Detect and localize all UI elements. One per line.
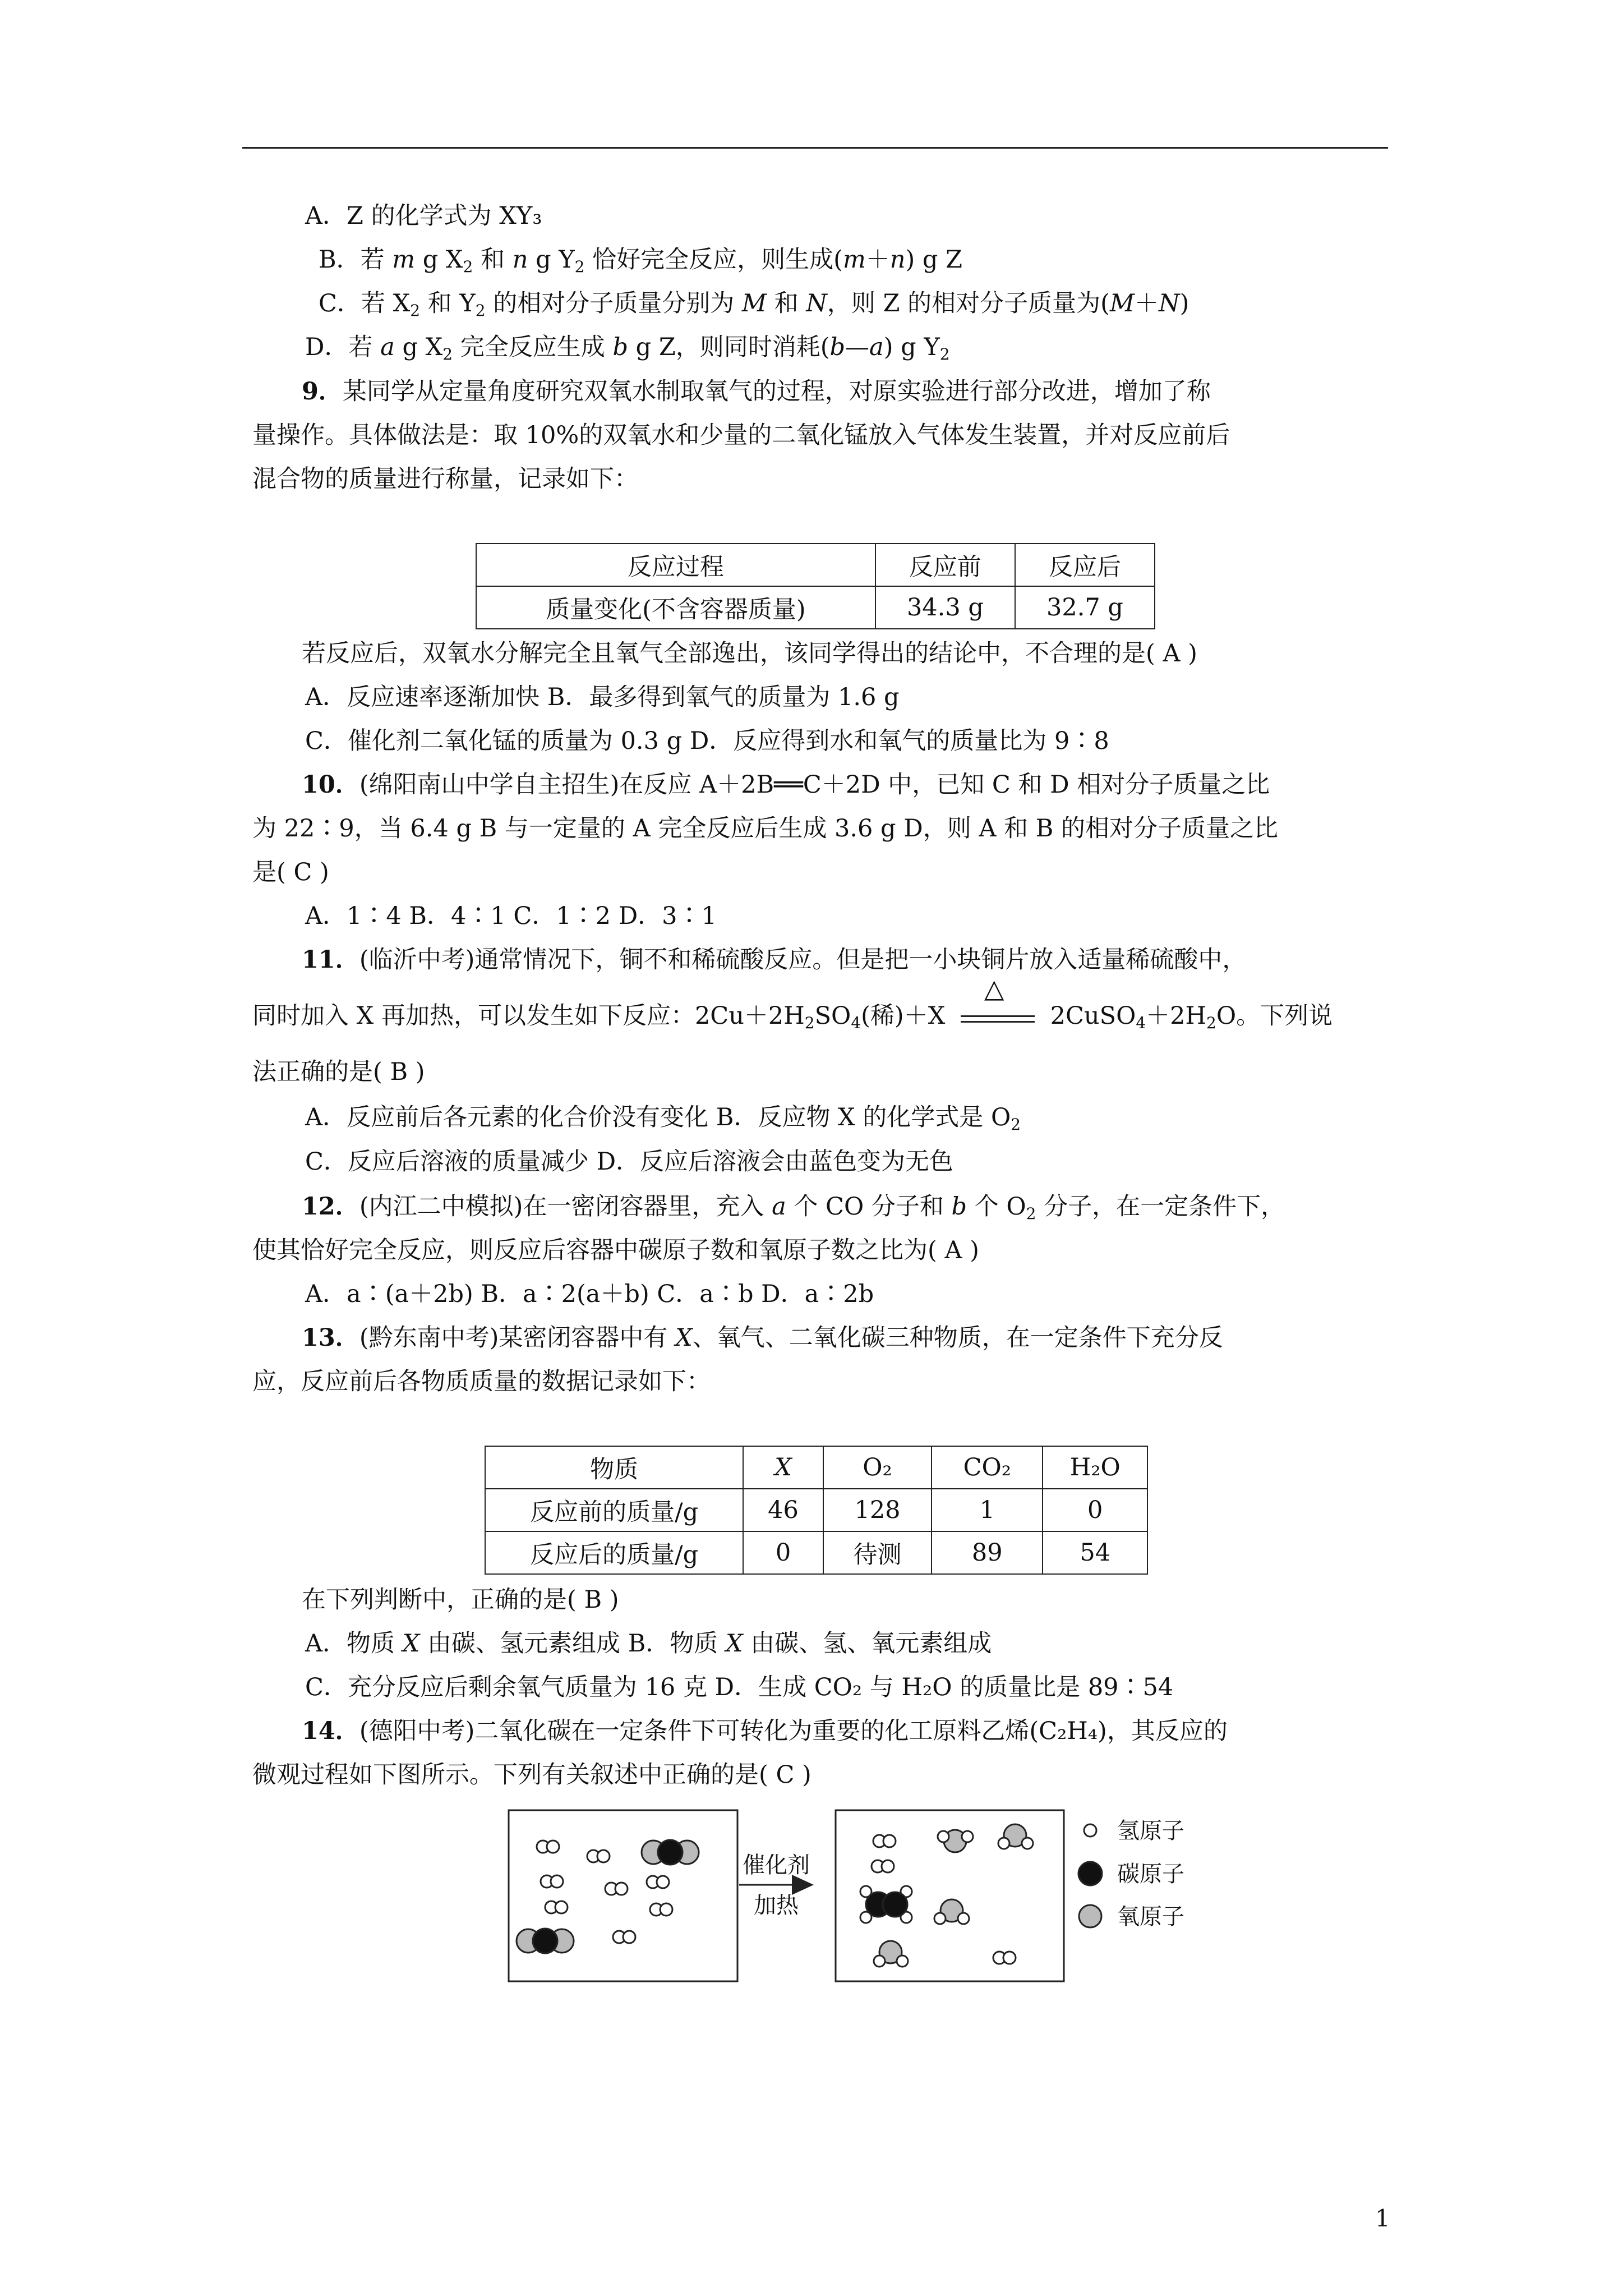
q13-table: [485, 1446, 1148, 1575]
heat-delta-icon: △: [984, 973, 1004, 1004]
q11-options-ab: A．反应前后各元素的化合价没有变化 B．反应物 X 的化学式是 $O_2$: [305, 1103, 1021, 1134]
q11-options-cd: C．反应后溶液的质量减少 D．反应后溶液会由蓝色变为无色: [305, 1148, 954, 1176]
q8-option-c: C．若 $X_2$ 和 $Y_2$ 的相对分子质量分别为 M 和 N，则 Z 的相对分子质量为(M＋N): [319, 289, 1189, 320]
q13-cell: 0: [743, 1531, 823, 1574]
page-number: 1: [1375, 2205, 1390, 2232]
q9-question: 若反应后，双氧水分解完全且氧气全部逸出，该同学得出的结论中，不合理的是( A ): [302, 639, 1197, 668]
product-molecules: [860, 1824, 1033, 1967]
q14-line-2: 微观过程如下图所示。下列有关叙述中正确的是( C ): [252, 1761, 811, 1789]
q13-cell: 46: [743, 1489, 823, 1531]
q13-th-o2: O₂: [823, 1446, 932, 1489]
q13-cell: 反应后的质量/g: [485, 1531, 743, 1574]
table-row: [485, 1489, 1147, 1531]
q8-option-b: B．若 m g $X_2$ 和 n g $Y_2$ 恰好完全反应，则生成(m＋n) g Z: [319, 246, 962, 276]
q9-table-r3: 32.7 g: [1015, 586, 1155, 629]
q13-cell: 128: [823, 1489, 932, 1531]
q13-th-x: X: [743, 1446, 823, 1489]
q14-line-1: 14．(德阳中考)二氧化碳在一定条件下可转化为重要的化工原料乙烯(C₂H₄)，其反应的: [302, 1717, 1228, 1745]
q8-option-a: A．Z 的化学式为 XY₃: [305, 202, 542, 230]
reaction-condition-sign: [953, 973, 1043, 1034]
q13-cell: 89: [932, 1531, 1043, 1574]
equals-line-top: [961, 1015, 1035, 1017]
header-rule: [242, 147, 1388, 149]
q9-table-r1: 质量变化(不含容器质量): [476, 586, 875, 629]
oxygen-atom-icon: [1079, 1905, 1101, 1927]
q9-line-3: 混合物的质量进行称量，记录如下：: [252, 465, 638, 493]
q10-line-1: 10．(绵阳南山中学自主招生)在反应 A＋2B══C＋2D 中，已知 C 和 D 相对分子质量之比: [302, 771, 1270, 799]
q10-options: A．1∶4 B．4∶1 C．1∶2 D．3∶1: [305, 902, 717, 930]
reaction-diagram: [494, 1806, 1223, 1991]
q13-th-co2: CO₂: [932, 1446, 1043, 1489]
q13-th-h2o: H₂O: [1043, 1446, 1147, 1489]
catalyst-label: 催化剂: [743, 1852, 810, 1878]
q9-line-1: 9．某同学从定量角度研究双氧水制取氧气的过程，对原实验进行部分改进，增加了称: [302, 378, 1211, 406]
legend-hydrogen: 氢原子: [1117, 1818, 1184, 1844]
q11-line-3: 法正确的是( B ): [252, 1058, 425, 1086]
q11-line-2: 同时加入 X 再加热，可以发生如下反应：$2Cu+2H_2SO_4$(稀)＋X △ $2CuSO_4+2H_2O$。下列说: [252, 999, 1332, 1034]
q12-options: A．a∶(a＋2b) B．a∶2(a＋b) C．a∶b D．a∶2b: [305, 1280, 874, 1308]
q13-options-cd: C．充分反应后剩余氧气质量为 16 克 D．生成 CO₂ 与 H₂O 的质量比是 89∶54: [305, 1673, 1174, 1701]
q13-line-1: 13．(黔东南中考)某密闭容器中有 X、氧气、二氧化碳三种物质，在一定条件下充分反: [302, 1324, 1223, 1352]
legend-carbon: 碳原子: [1117, 1861, 1184, 1887]
carbon-atom-icon: [1078, 1862, 1102, 1885]
q13-options-ab: A．物质 X 由碳、氢元素组成 B．物质 X 由碳、氢、氧元素组成: [305, 1630, 992, 1658]
hydrogen-atom-icon: [1084, 1824, 1096, 1837]
reactant-box: [509, 1810, 737, 1981]
q8-option-d: D．若 a g $X_2$ 完全反应生成 b g Z，则同时消耗(b—a) g $Y_2$: [305, 333, 950, 364]
q9-table-h3: 反应后: [1015, 544, 1155, 586]
legend-oxygen: 氧原子: [1117, 1904, 1184, 1930]
q9-table-h2: 反应前: [875, 544, 1015, 586]
table-row: [485, 1531, 1147, 1574]
q12-line-2: 使其恰好完全反应，则反应后容器中碳原子数和氧原子数之比为( A ): [252, 1236, 979, 1264]
q13-cell: 待测: [823, 1531, 932, 1574]
q13-question: 在下列判断中，正确的是( B ): [302, 1586, 619, 1614]
q9-table-r2: 34.3 g: [875, 586, 1015, 629]
q9-table-h1: 反应过程: [476, 544, 875, 586]
q11-line-1: 11．(临沂中考)通常情况下，铜不和稀硫酸反应。但是把一小块铜片放入适量稀硫酸中，: [302, 946, 1247, 974]
q13-line-2: 应，反应前后各物质质量的数据记录如下：: [252, 1368, 711, 1396]
q9-options-ab: A．反应速率逐渐加快 B．最多得到氧气的质量为 1.6 g: [305, 683, 900, 711]
legend: [1078, 1818, 1184, 1930]
q13-cell: 0: [1043, 1489, 1147, 1531]
q13-th-substance: 物质: [485, 1446, 743, 1489]
q13-cell: 1: [932, 1489, 1043, 1531]
q13-cell: 54: [1043, 1531, 1147, 1574]
heat-label: 加热: [754, 1893, 799, 1918]
q12-line-1: 12．(内江二中模拟)在一密闭容器里，充入 a 个 CO 分子和 b 个 $O_2$ 分子，在一定条件下，: [302, 1193, 1285, 1223]
q9-line-2: 量操作。具体做法是：取 10%的双氧水和少量的二氧化锰放入气体发生装置，并对反应前后: [252, 421, 1230, 449]
q10-line-3: 是( C ): [252, 858, 329, 886]
q13-cell: 反应前的质量/g: [485, 1489, 743, 1531]
equals-line-bottom: [961, 1021, 1035, 1023]
q9-options-cd: C．催化剂二氧化锰的质量为 0.3 g D．反应得到水和氧气的质量比为 9∶8: [305, 727, 1109, 755]
q9-table: [476, 543, 1155, 629]
reactant-molecules: [517, 1840, 699, 1953]
q10-line-2: 为 22∶9，当 6.4 g B 与一定量的 A 完全反应后生成 3.6 g D，则 A 和 B 的相对分子质量之比: [252, 815, 1279, 843]
